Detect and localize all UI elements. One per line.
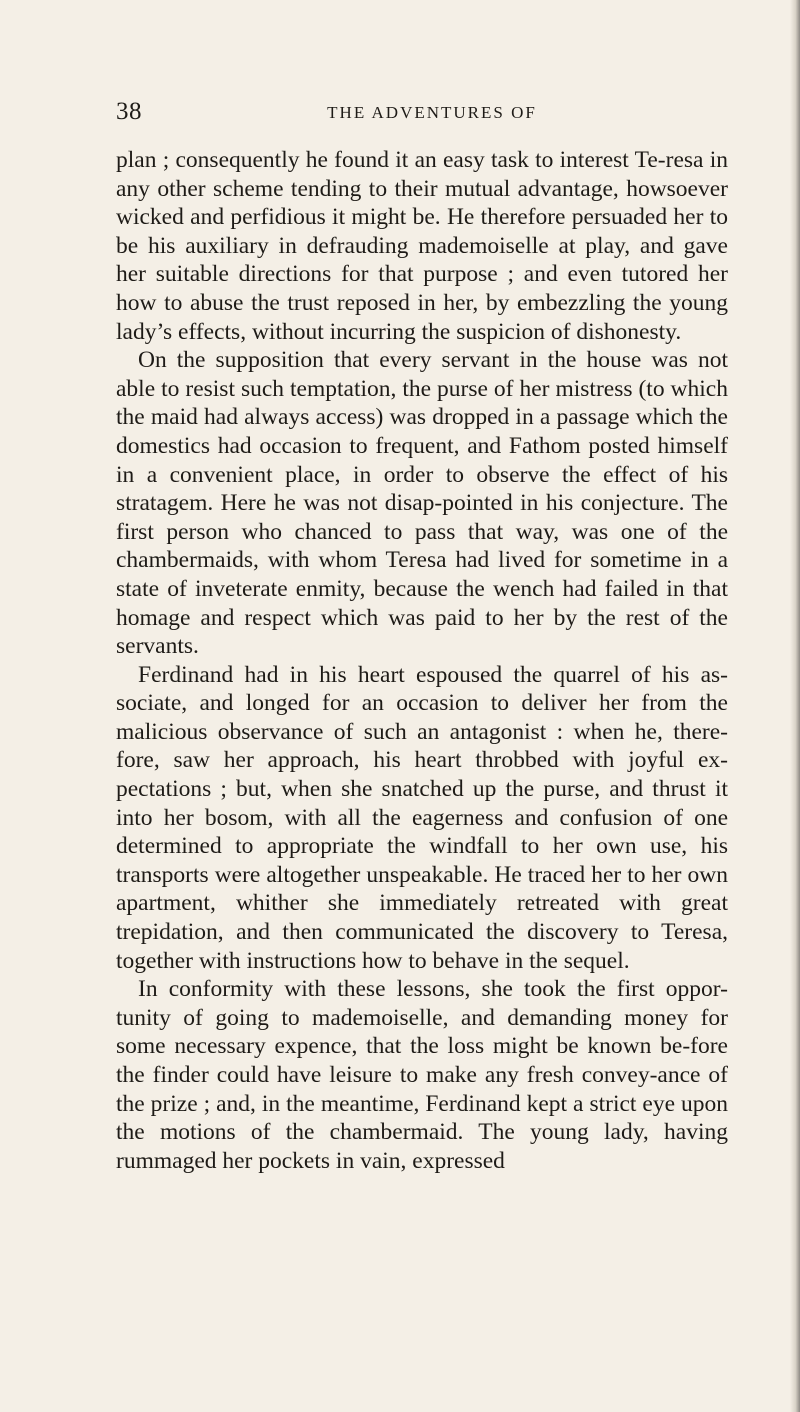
page-number: 38 <box>116 98 142 125</box>
paragraph: Ferdinand had in his heart espoused the quarrel of his as-sociate, and longed for an occasion to deliver her from the malicious observance of such an antagonist : when he, there-fore, saw her approach, his heart throbbed with joyful ex-pectations ; but, when she snatched up the purse, and thrust it into her bosom, with all the eagerness and confusion of one determined to appropriate the windfall to her own use, his transports were altogether unspeakable. He traced her to her own apartment, whither she immediately retreated with great trepidation, and then communicated the discovery to Teresa, together with instructions how to behave in the sequel. <box>116 661 728 974</box>
running-title: THE ADVENTURES OF <box>327 103 537 122</box>
page-header <box>116 98 728 132</box>
paragraph: In conformity with these lessons, she took the first oppor-tunity of going to mademoiselle, and demanding money for some necessary expence, that the loss might be known be-fore the finder could have leisure to make any fresh convey-ance of the prize ; and, in the meantime, Ferdinand kept a strict eye upon the motions of the chambermaid. The young lady, having rummaged her pockets in vain, expressed <box>116 976 728 1174</box>
page-edge-shadow <box>790 0 800 1412</box>
body-text <box>116 146 728 1175</box>
paragraph-continued: plan ; consequently he found it an easy task to interest Te-resa in any other scheme tending to their mutual advantage, howsoever wicked and perfidious it might be. He therefore persuaded her to be his auxiliary in defrauding mademoiselle at play, and gave her suitable directions for that purpose ; and even tutored her how to abuse the trust reposed in her, by embezzling the young lady’s effects, without incurring the suspicion of dishonesty. <box>116 147 728 345</box>
paragraph: On the supposition that every servant in the house was not able to resist such temptation, the purse of her mistress (to which the maid had always access) was dropped in a passage which the domestics had occasion to frequent, and Fathom posted himself in a convenient place, in order to observe the effect of his stratagem. Here he was not disap-pointed in his conjecture. The first person who chanced to pass that way, was one of the chambermaids, with whom Teresa had lived for sometime in a state of inveterate enmity, because the wench had failed in that homage and respect which was paid to her by the rest of the servants. <box>116 347 728 660</box>
